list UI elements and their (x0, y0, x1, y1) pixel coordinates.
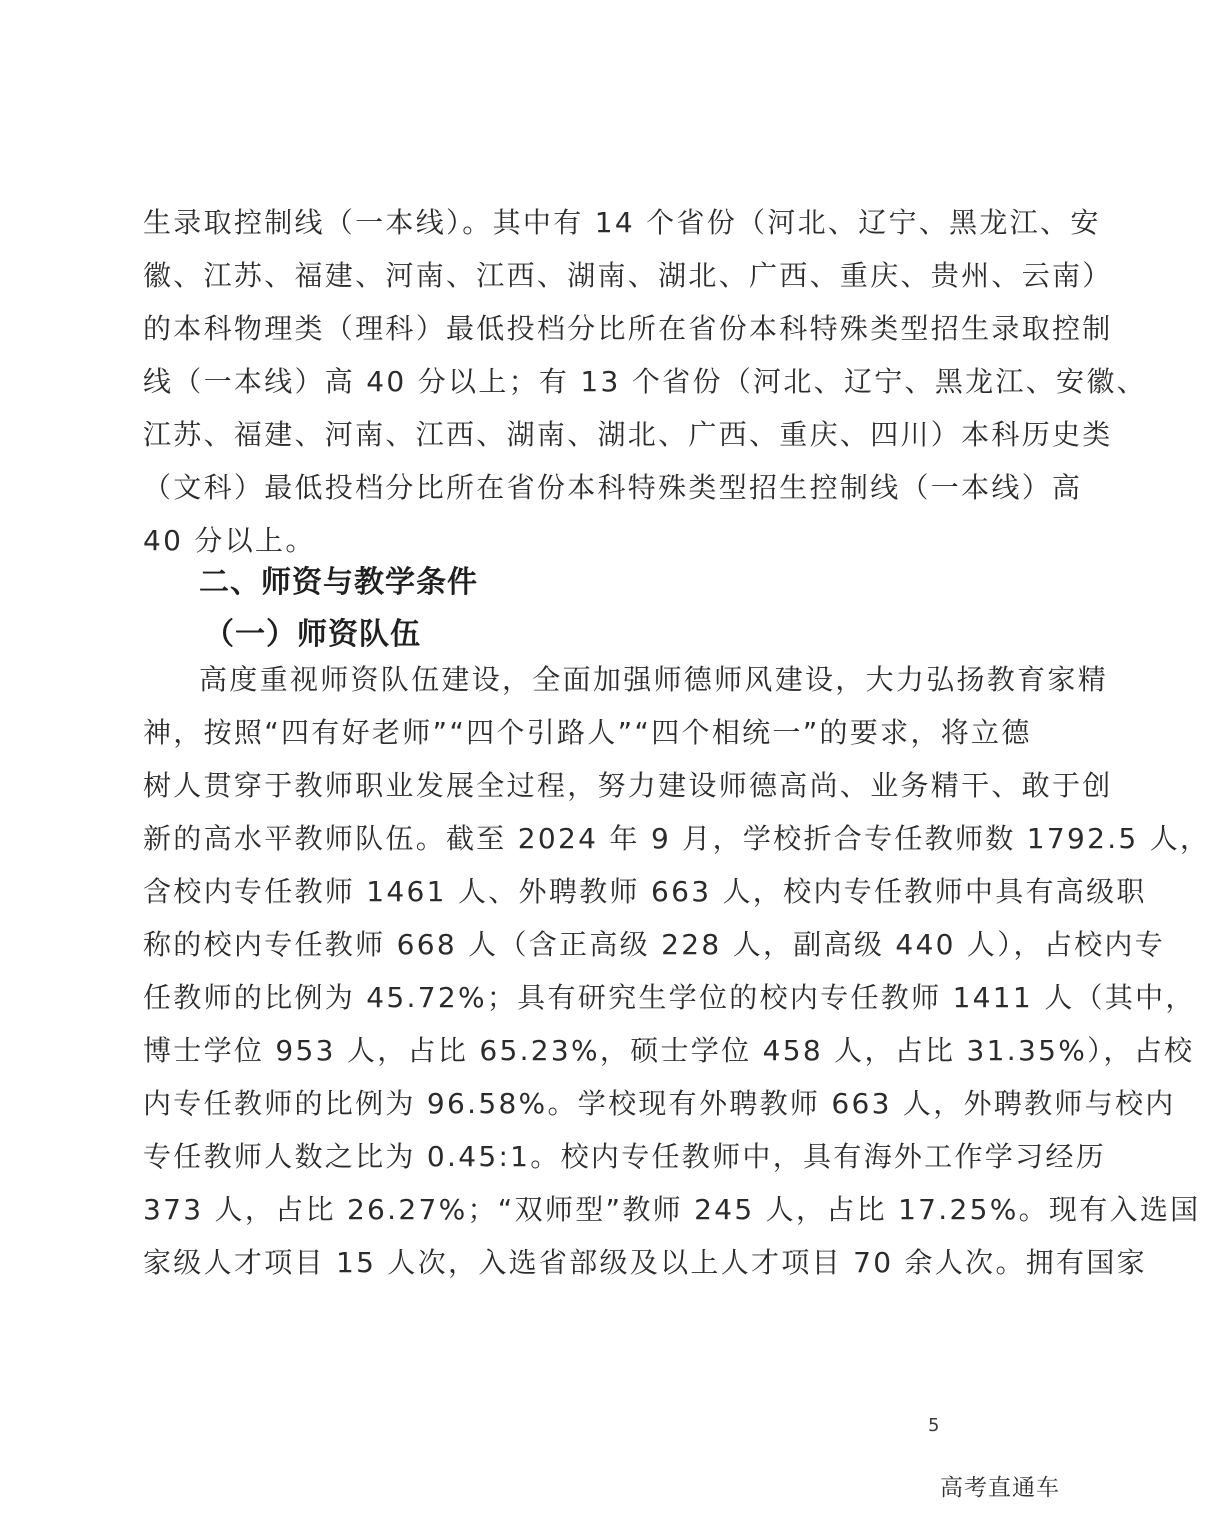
paragraph-line: 40 分以上。 (143, 524, 316, 557)
paragraph-line: 树人贯穿于教师职业发展全过程，努力建设师德高尚、业务精干、敢于创 (143, 769, 1113, 802)
section-heading: 二、师资与教学条件 (199, 565, 478, 600)
paragraph-line: 线（一本线）高 40 分以上；有 13 个省份（河北、辽宁、黑龙江、安徽、 (143, 365, 1147, 398)
paragraph-line: （文科）最低投档分比所在省份本科特殊类型招生控制线（一本线）高 (143, 471, 1083, 504)
subsection-heading: （一）师资队伍 (204, 617, 421, 652)
page-number: 5 (928, 1415, 940, 1436)
paragraph-line: 新的高水平教师队伍。截至 2024 年 9 月，学校折合专任教师数 1792.5 人， (143, 822, 1210, 855)
paragraph-line: 的本科物理类（理科）最低投档分比所在省份本科特殊类型招生录取控制 (143, 312, 1113, 345)
paragraph-line: 内专任教师的比例为 96.58%。学校现有外聘教师 663 人，外聘教师与校内 (143, 1087, 1176, 1120)
paragraph-line: 博士学位 953 人，占比 65.23%，硕士学位 458 人，占比 31.35%），占校 (143, 1034, 1195, 1067)
paragraph-line: 含校内专任教师 1461 人、外聘教师 663 人，校内专任教师中具有高级职 (143, 875, 1147, 908)
paragraph-line: 神，按照“四有好老师”“四个引路人”“四个相统一”的要求，将立德 (143, 716, 1032, 749)
paragraph-line: 任教师的比例为 45.72%；具有研究生学位的校内专任教师 1411 人（其中， (143, 981, 1196, 1014)
paragraph-line: 江苏、福建、河南、江西、湖南、湖北、广西、重庆、四川）本科历史类 (143, 418, 1113, 451)
paragraph-line: 373 人，占比 26.27%；“双师型”教师 245 人，占比 17.25%。现有入选国 (143, 1193, 1201, 1226)
paragraph-line: 称的校内专任教师 668 人（含正高级 228 人，副高级 440 人），占校内专 (143, 928, 1166, 961)
paragraph-line: 家级人才项目 15 人次，入选省部级及以上人才项目 70 余人次。拥有国家 (143, 1246, 1147, 1279)
watermark-text: 高考直通车 (940, 1475, 1060, 1501)
paragraph-line: 高度重视师资队伍建设，全面加强师德师风建设，大力弘扬教育家精 (199, 663, 1109, 696)
paragraph-line: 生录取控制线（一本线）。其中有 14 个省份（河北、辽宁、黑龙江、安 (143, 206, 1101, 239)
paragraph-line: 专任教师人数之比为 0.45:1。校内专任教师中，具有海外工作学习经历 (143, 1140, 1106, 1173)
paragraph-line: 徽、江苏、福建、河南、江西、湖南、湖北、广西、重庆、贵州、云南） (143, 259, 1113, 292)
